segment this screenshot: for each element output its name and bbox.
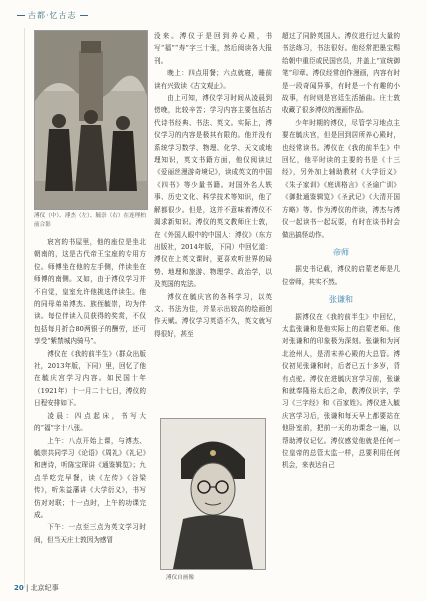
paragraph: 凌晨：四点起床，书写大的“福”字十八张。 xyxy=(34,411,146,433)
section-title-zhangqianhe: 张谦和 xyxy=(329,295,353,305)
margin-rule xyxy=(24,28,25,588)
paragraph: 据溥仪在《我的前半生》中回忆，太监张谦和是他实际上的启蒙老师。他对张谦和的印象极为深刻。张谦和为河北沧州人，是清末养心殿的大总管。溥仪初见张谦和时，后者已五十多岁，背有点驼。溥仪在进毓庆宫学习前，张谦和就奉隆裕太后之命，教溥仪识字，学习《三字经》和《百家姓》。溥仪进入毓庆宫学习后，张谦和每天早上都要站在他卧室前，把前一天的功课念一遍，以帮助溥仪记忆。溥仪感觉他就是任何一位皇帝的总管太监一样，总要利用任何机会，来表达自己 xyxy=(282,312,400,470)
paragraph: 超过了同龄英国人。溥仪进行过大量的书法练习，书法很好。他经常把墨宝赐给朝中重臣或民国官员，并盖上“宣统御笔”印章。溥仪经常创作漫画，内容有时是一段奇闻异事，有时是一个有趣的小故事，有时则是宫廷生活插曲。庄士敦收藏了很多溥仪的漫画作品。 xyxy=(282,32,400,115)
footer-divider: | xyxy=(25,584,29,592)
page-footer xyxy=(14,583,59,593)
paragraph: 上午：八点开始上课，与溥杰、毓崇共同学习《论语》《周礼》《礼记》和唐诗，听陈宝琛讲《通鉴辑览》；九点半吃完早餐，读《左传》《谷梁传》，听朱益藩讲《大学衍义》，书写仿对对联；十一点时，上午的功课完成。 xyxy=(34,436,146,519)
paragraph: 下午：一点至三点为英文学习时间，但当天庄士敦因为感冒 xyxy=(34,523,146,544)
paragraph: 宸宫的书屋里，他的座位是坐北朝南的，这是古代帝王宝座的专用方位。师傅坐在他的左手侧，伴读坐在师傅的南侧。又如，由于溥仪学习并不自觉，皇室允许他挑选伴读生。他的同母弟弟溥杰、族侄毓崇，均为伴读。每位伴读入员获得的奖赏，不仅包括每月折合80两银子的酬劳，还可享受“紫禁城内骑马”。 xyxy=(34,238,146,346)
header-bar-right xyxy=(80,15,88,16)
paragraph: 少年时期的溥仪，尽管学习地点主要在毓庆宫，但是回到居所养心殿时，也经常读书。溥仪在《我的前半生》中回忆，他平时读的主要的书是《十三经》，另外加上辅助教材《大学衍义》《朱子家训》《庭训格言》《圣谕广训》《御批通鉴辑览》《圣武记》《大清开国方略》等。作为溥仪的伴读，溥杰与溥仪一起读书一起玩耍，有时在谈书时会做出搞怪动作。 xyxy=(282,118,400,239)
photo-caption-2: 溥仪自画像 xyxy=(166,575,194,581)
paragraph: 没来。溥仪于是回到养心殿，书写“福”“寿”字三十张，然后阅读各大报刊。 xyxy=(154,32,272,65)
page-header xyxy=(14,8,91,22)
column-1 xyxy=(34,236,146,546)
magazine-name: 北京纪事 xyxy=(30,584,59,592)
column-3 xyxy=(282,30,400,472)
page-number: 20 xyxy=(14,584,24,592)
photo-three-boys xyxy=(34,30,148,210)
header-title: 古都·忆古志 xyxy=(28,10,77,20)
paragraph: 由上可知，溥仪学习时间从凌晨到傍晚，比较辛苦；学习内容主要包括古代诗书经典、书法、英文。实际上，溥仪学习的内容是极其有限的。他并没有系统学习数学、物理、化学、天文或地理知识，英文书籍方面，他仅阅读过《爱丽丝漫游奇境记》，读成英文的中国《四书》等少量书籍。对国外名人轶事、历史文化、科学技术等知识，他了解都很少。但是，这并不意味着溥仪不渴求新知识。溥仪的英文教师庄士敦，在《外国人眼中的中国人：溥仪》（东方出版社，2014年版，下同）中回忆道：溥仪在上英文课时，更喜欢听世界的局势、地理和旅游、物理学、政治学，以及英国的宪法。 xyxy=(154,94,272,289)
paragraph: 晚上：四点用餐；六点就寝，睡前读有兴致读《古文观止》。 xyxy=(154,69,272,90)
column-2 xyxy=(154,30,272,340)
header-bar-left xyxy=(17,15,25,16)
section-title-dishi: 帝师 xyxy=(333,247,349,257)
photo-self-portrait xyxy=(160,418,266,570)
paragraph: 据史书记载，溥仪的启蒙老师是几位帝师，其实不然。 xyxy=(282,265,400,286)
paragraph: 溥仪在《我的前半生》（群众出版社，2013年版，下同）里，回忆了他在毓庆宫学习内容。如民国十年（1921年）十一月二十七日，溥仪的日程安排如下。 xyxy=(34,349,146,408)
paragraph: 溥仪在毓庆宫的各科学习，以英文、书法为佳，并显示出较高的绘画创作天赋。溥仪学习英语不久，英文就写得很好，甚至 xyxy=(154,292,272,338)
photo-caption-1: 溥仪（中）、溥杰（左）、毓崇（右）在连理柏前合影 xyxy=(34,213,146,228)
